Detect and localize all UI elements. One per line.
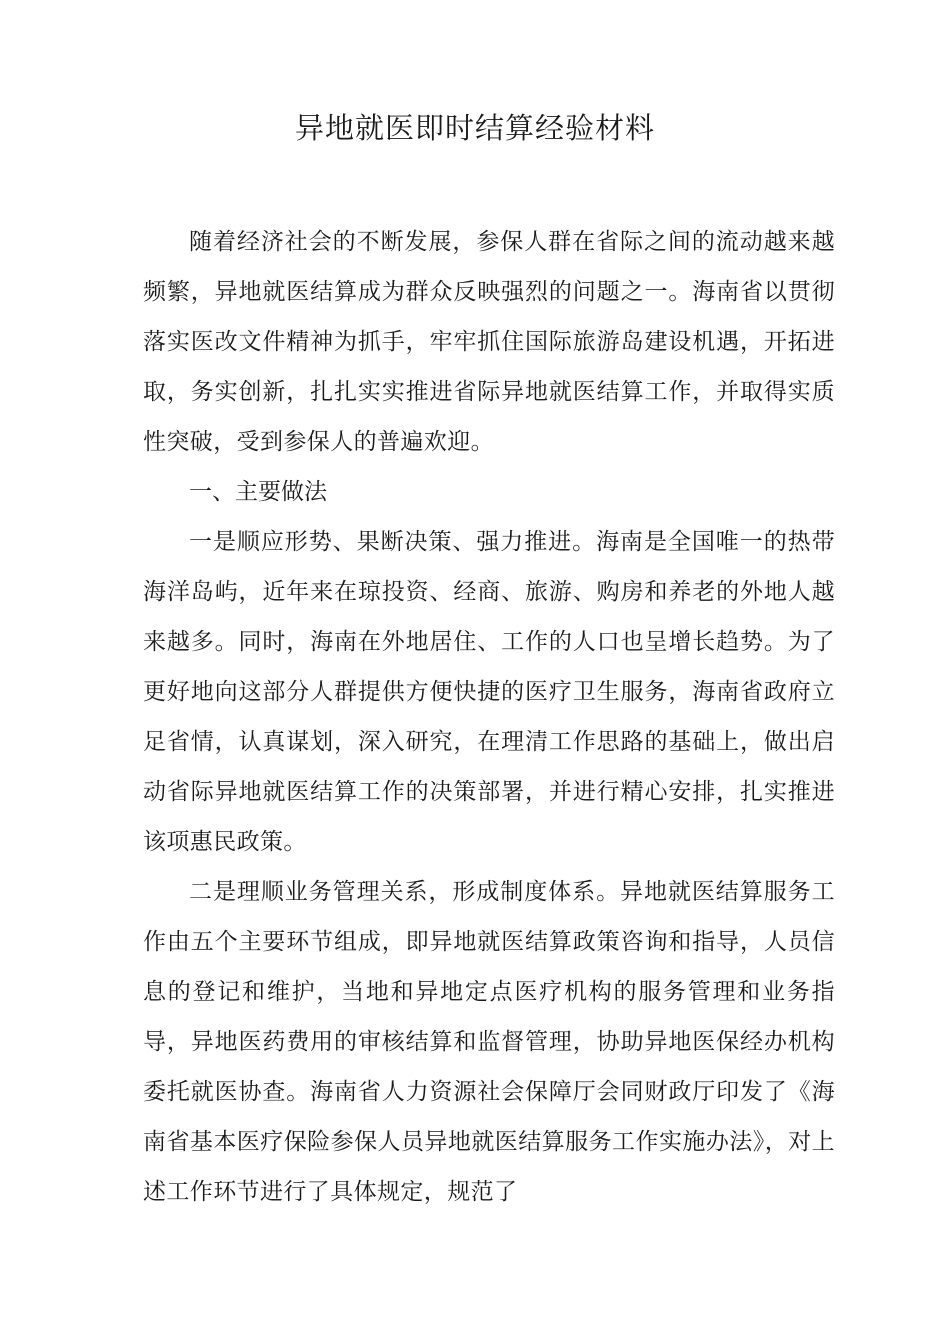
section-heading-main-practices: 一、主要做法 <box>189 479 327 505</box>
paragraph-point-two: 二是理顺业务管理关系，形成制度体系。异地就医结算服务工作由五个主要环节组成，即异地就医结算政策咨询和指导，人员信息的登记和维护，当地和异地定点医疗机构的服务管理和业务指导，异地医药费用的审核结算和监督管理，协助异地医保经办机构委托就医协查。海南省人力资源社会保障厅会同财政厅印发了《海南省基本医疗保险参保人员异地就医结算服务工作实施办法》，对上述工作环节进行了具体规定，规范了 <box>143 879 835 1205</box>
paragraph-point-one: 一是顺应形势、果断决策、强力推进。海南是全国唯一的热带海洋岛屿，近年来在琼投资、经商、旅游、购房和养老的外地人越来越多。同时，海南在外地居住、工作的人口也呈增长趋势。为了更好地向这部分人群提供方便快捷的医疗卫生服务，海南省政府立足省情，认真谋划，深入研究，在理清工作思路的基础上，做出启动省际异地就医结算工作的决策部署，并进行精心安排，扎实推进该项惠民政策。 <box>143 529 835 855</box>
paragraph-intro: 随着经济社会的不断发展，参保人群在省际之间的流动越来越频繁，异地就医结算成为群众反映强烈的问题之一。海南省以贯彻落实医改文件精神为抓手，牢牢抓住国际旅游岛建设机遇，开拓进取，务实创新，扎扎实实推进省际异地就医结算工作，并取得实质性突破，受到参保人的普遍欢迎。 <box>143 229 835 455</box>
document-title: 异地就医即时结算经验材料 <box>294 111 655 145</box>
document-body <box>143 217 835 1217</box>
